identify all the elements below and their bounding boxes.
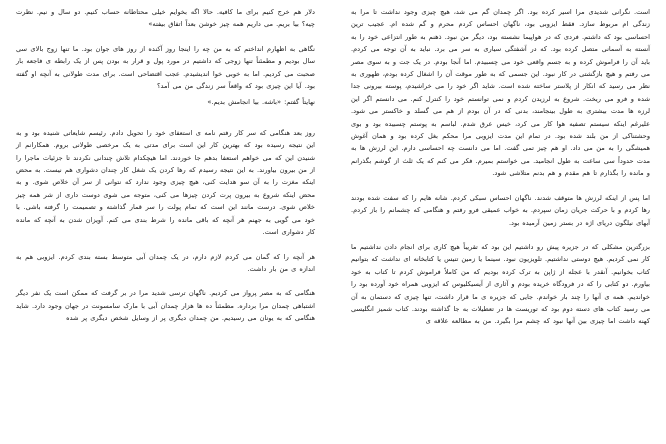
left-paragraph-1: دلار هم خرج کنیم برای ما کافیه. حالا اگه بخوایم خیلی محتاطانه حساب کنیم. دو سال و نیم. نظرت چیه؟ بیا بریم. می داریم همه چیز خوشن بعداً اتفاق بیفته» (16, 8, 315, 29)
right-page (333, 0, 666, 444)
right-paragraph-1: است. نگرانی شدیدی مرا اسیر کرده بود. اگر چمدان گم می شد، هیچ چیزی وجود نداشت تا مرا به زندگی ام مربوط سازد. فقط ایزوبی بود، ناگهان احساس کردم محرم و گم شده ام. عجیب ترین احساسی بود که داشتم. فردی که در هواپیما نشسته بود، دیگر من نبود. ذهنم به طور انتزاعی خود را به آنسته به آسمانی متصل کرده بود. که در آشفتگی سیاری به سر می برد. نباید به آن توجه می کردم. باید آن را فراموش کرده و به جسم واقعی خود می چسبیدم. اما آنجا بودم. در یک جت و به سوی مصر می رفتم و هیچ بازگشتی در کار نبود. این جسمی که به طور موقت آن را اشغال کرده بودم، ظهوری به نظر می رسید که انکار از پلاستر ساخته شده است. شاید اگر خود را می خراشیدم، پوسته بیرونی جدا شده و فرو می ریخت. شروع به لرزیدن کردم و نمی توانستم خود را کنترل کنم. می دانستم اگر این لرزه ها مدت بیشتری به طول بینجامند، بدنی که در آن بودم از هم می گسلد و خاکستر می شود. علیرغم اینکه سیستم تصفیه هوا کار می کرد، خیس عرق شدم. لباسم به پوستم چسبیده بود و بوی وحشتناکی از من بلند شده بود. در تمام این مدت ایزوبی مرا محکم بغل کرده بود و همان آغوش همیشگی را به من می داد. او هم چیز تمی گفت. اما می دانست چه احساسی دارم. این لرزش ها به مدت حدوداً سی ساعت به طول انجامید. می خواستم بمیرم. فکر می کنم که یک ثلث از گوشم بگذرانم و مانده را بگذارم تا هم مقدم و هم بدنم متلاشی شود. (351, 8, 650, 178)
left-paragraph-2: نگاهی به اظهارم انداختم که به من چه را اینجا روز آکنده از روز های جوان بود. ما تنها زوج بالای سی سال بودیم و مطمئناً تنها زوجی که داشتیم در مورد پول و قرار به بودن پس از یک رابطه ی فاجعه بار صحبت می کردیم. اما به خوبی خوا اندیشیدم. عجب اقتضاحی است. برای مدت طولانی به آنچه او گفته بود. آیا این چیزی بود که واقعاً سر زندگی من می آمد؟ (16, 44, 315, 91)
right-paragraph-3: بزرگترین مشکلی که در جزیره پیش رو داشتیم این بود که تقریباً هیچ کاری برای انجام دادن نداشتیم ما کار نمی کردیم. هیچ دوستی نداشتیم. تلویزیون نبود. سینما یا زمین تنیس یا کتابخانه ای نداشت که بتوانیم کتاب بخوانیم. آنقدر با عجله از ژاپن به ترک کرده بودیم که من کاملاً فراموش کردم تا کتاب به خود بیاورم. دو کتابی را که در فرودگاه خریده بودم و آثاری از آیسیکلیوس که ایزوبی همراه خود آورده بود را خواندیم. همه ی آنها را چند بار خواندم. جایی که جزیره ی ما قرار داشت، تنها چیزی که دستمان به آن می رسید کتاب های دسته دوم بود که توریست ها در تعطیلات به جا گذاشته بودند. کتاب شمیز انگلیسی کهنه داشت اما چیزی بین آنها نبود که چشم مرا بگیرد. من به مطالعه علاقه ی (351, 242, 650, 326)
left-paragraph-4: روز بعد هنگامی که سر کار رفتم نامه ی استعفای خود را تحویل دادم. رئیسم شایعاتی شنیده بود و به این نتیجه رسیده بود که بهترین کار این است برای مدتی به یک مرخصی طولانی بروم. همکارانم از شنیدن این که می خواهم استعفا بدهم جا خوردند. اما هیچکدام تلاش چندانی نکردند تا جزئیات ماجرا را از من بیرون بیاورند. به این نتیجه رسیدم که رها کردن یک شغل کار چندان دشواری هم نیست. به محض اینکه مغزت را به آن سو هدایت کنی، هیچ چیزی وجود ندارد که نتوانی از سر آن خلاص شوی. و به محض اینکه شروع به بیرون پرت کردن چیزها می کنی، متوجه می شوی دوست داری از شر همه چیز خلاص شوی. درست مانند این است که تمام پولت را سر قمار گذاشته و تصمیمت را گرفته باشی. با خود می گویی به جهنم هر آنچه که باقی مانده را شرط بندی می کنم. آویزان شدن به آنچه که مانده کار دشواری است. (16, 128, 315, 237)
left-paragraph-5: هر آنچه را که گمان می کردم لازم دارم، در یک چمدان آبی متوسط بسته بندی کردم. ایزوبی هم به اندازه ی من بار داشت. (16, 252, 315, 273)
left-paragraph-3: نهایتاً گفتم: «باشه. بیا انجامش بدیم.» (207, 98, 315, 107)
right-paragraph-2: اما پس از اینکه لرزش ها متوقف شدند. ناگهان احساس سبکی کردم. شانه هایم را که سفت شده بودند رها کردم و با حرکت جریان زمان سپردم. به خواب عمیقی فرو رفتم و هنگامی که چشمانم را باز کردم. آبهای نیلگون دریای اژه در بستر زمین آرمیده بود. (351, 193, 650, 227)
left-paragraph-6: هنگامی که به مصر پرواز می کردیم. ناگهان ترسی شدید مرا در بر گرفت که ممکن است یک نفر دیگر اشتباهی چمدان مرا برداره. مطمئناً ده ها هزار چمدان آبی با مارک سامسونت در جهان وجود دارد. شاید هنگامی که به یونان می رسیدیم. من چمدان دیگری پر از وسایل شخص دیگری پر شده (16, 289, 315, 323)
